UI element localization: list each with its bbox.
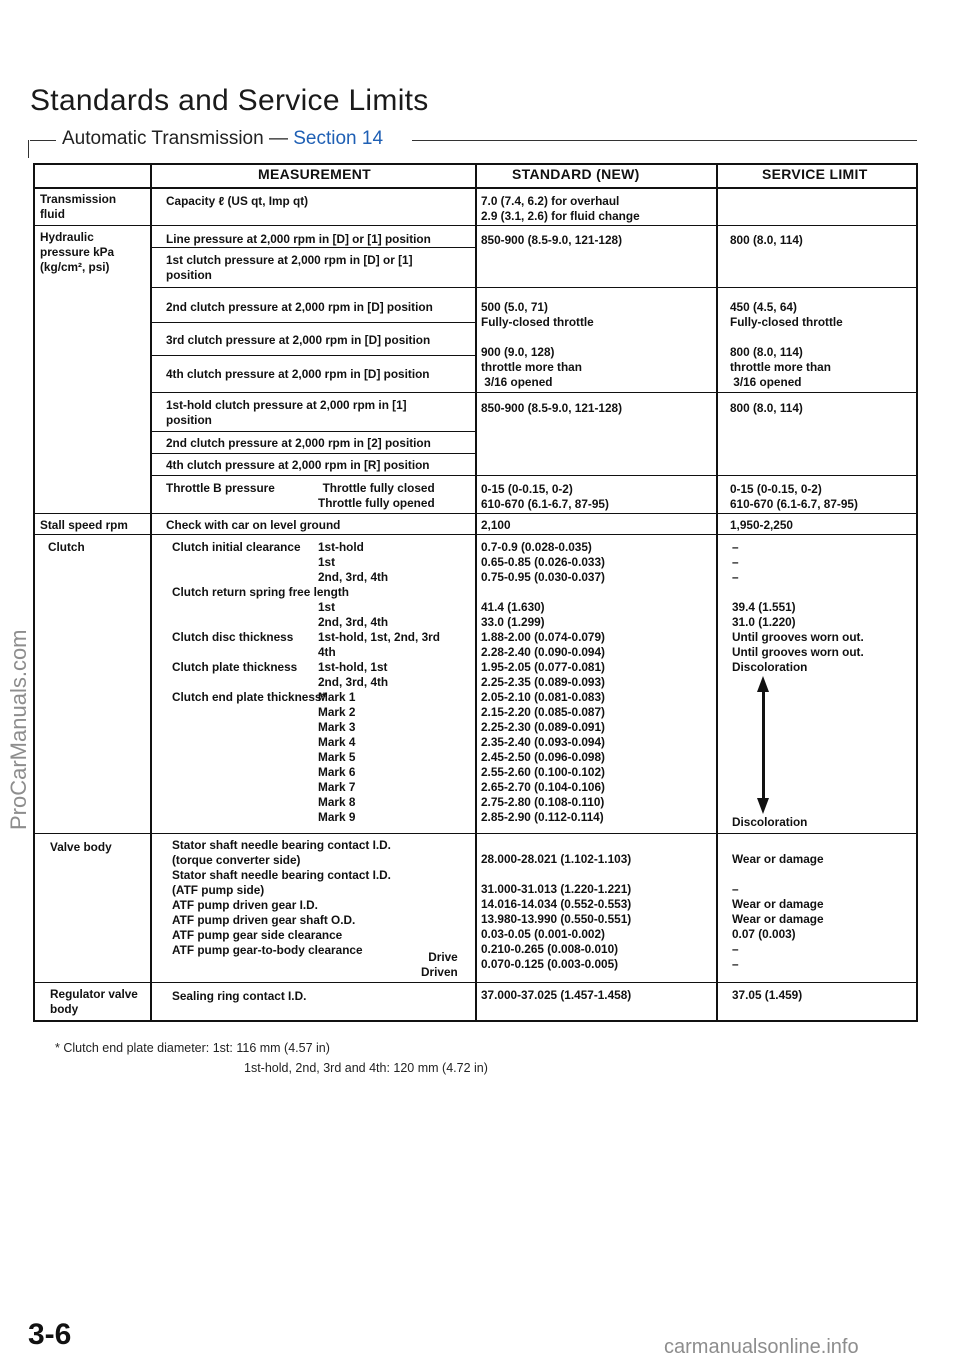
limit-line-pressure: 800 (8.0, 114) xyxy=(730,233,803,247)
std-regulator: 37.000-37.025 (1.457-1.458) xyxy=(481,988,632,1002)
row-rule xyxy=(152,355,475,356)
row-rule xyxy=(152,475,916,476)
row-rule xyxy=(35,534,916,535)
footnote-line-2: 1st-hold, 2nd, 3rd and 4th: 120 mm (4.72 in) xyxy=(244,1061,488,1075)
std-clutch: 0.7-0.9 (0.028-0.035) 0.65-0.85 (0.026-0.033) 0.75-0.95 (0.030-0.037) 41.4 (1.630) 33.0 (1.299) 1.88-2.00 (0.074-0.079) 2.28-2.40 (0.090-0.094) 1.95-2.05 (0.077-0.081) 2.25-2.35 (0.089-0.093) 2.05-2.10 (0.081-0.083) 2.15-2.20 (0.085-0.087) 2.25-2.30 (0.089-0.091) 2.35-2.40 (0.093-0.094) 2.45-2.50 (0.096-0.098) 2.55-2.60 (0.100-0.102) 2.65-2.70 (0.104-0.106) 2.75-2.80 (0.108-0.110) 2.85-2.90 (0.112-0.114) xyxy=(481,540,605,824)
limit-end-plate: Discoloration xyxy=(732,815,808,829)
std-1st-hold: 850-900 (8.5-9.0, 121-128) xyxy=(481,401,623,415)
row-rule xyxy=(35,982,916,983)
meas-throttle-b: Throttle B pressure xyxy=(166,481,275,495)
std-capacity: 7.0 (7.4, 6.2) for overhaul 2.9 (3.1, 2.6) for fluid change xyxy=(481,194,640,223)
meas-4th-clutch-r: 4th clutch pressure at 2,000 rpm in [R] position xyxy=(166,458,430,472)
meas-throttle-b-conditions: Throttle fully closed Throttle fully opened xyxy=(318,481,435,510)
footnote-line-1: * Clutch end plate diameter: 1st: 116 mm (4.57 in) xyxy=(55,1041,330,1055)
item-stall-speed: Stall speed rpm xyxy=(40,518,128,532)
item-valve-body: Valve body xyxy=(50,840,112,854)
subtitle-rule-tick xyxy=(28,140,29,158)
meas-valve-body-sub: Drive Driven xyxy=(421,950,458,979)
meas-clutch: Clutch initial clearance Clutch return spring free length Clutch disc thickness Clutch plate thickness Clutch end plate thickness* xyxy=(172,540,349,704)
meas-1st-clutch: 1st clutch pressure at 2,000 rpm in [D] or [1] position xyxy=(166,253,413,282)
arrow-shaft xyxy=(762,690,765,800)
item-hydraulic-pressure: Hydraulic pressure kPa (kg/cm², psi) xyxy=(40,230,115,274)
meas-capacity: Capacity ℓ (US qt, Imp qt) xyxy=(166,194,309,208)
header-service-limit: SERVICE LIMIT xyxy=(762,166,868,182)
page-number: 3-6 xyxy=(28,1318,72,1351)
meas-valve-body: Stator shaft needle bearing contact I.D. (torque converter side) Stator shaft needle bearing contact I.D. (ATF pump side) ATF pump driven gear I.D. ATF pump driven gear shaft O.D. ATF pump gear side clearance ATF pump gear-to-body clearance xyxy=(172,838,391,957)
limit-throttle-b: 0-15 (0-0.15, 0-2) 610-670 (6.1-6.7, 87-95) xyxy=(730,482,858,511)
limit-regulator: 37.05 (1.459) xyxy=(732,988,803,1002)
row-rule xyxy=(35,225,916,226)
limit-1st-hold: 800 (8.0, 114) xyxy=(730,401,803,415)
section-subtitle xyxy=(62,128,383,150)
meas-regulator: Sealing ring contact I.D. xyxy=(172,989,307,1003)
subtitle-rule-left xyxy=(30,140,56,141)
subtitle-rule-right xyxy=(412,140,917,141)
meas-4th-clutch: 4th clutch pressure at 2,000 rpm in [D] position xyxy=(166,367,430,381)
watermark-bottom: carmanualsonline.info xyxy=(664,1336,859,1358)
meas-stall: Check with car on level ground xyxy=(166,518,341,532)
watermark-side: ProCarManuals.com xyxy=(6,629,31,830)
header-rule xyxy=(35,187,916,189)
col-sep-3 xyxy=(716,163,718,1020)
limit-valve-body: Wear or damage – Wear or damage Wear or damage 0.07 (0.003) – – xyxy=(732,852,824,971)
std-line-pressure: 850-900 (8.5-9.0, 121-128) xyxy=(481,233,623,247)
meas-3rd-clutch: 3rd clutch pressure at 2,000 rpm in [D] position xyxy=(166,333,431,347)
item-transmission-fluid: Transmission fluid xyxy=(40,192,117,221)
meas-2nd-clutch: 2nd clutch pressure at 2,000 rpm in [D] position xyxy=(166,300,433,314)
header-standard: STANDARD (NEW) xyxy=(512,166,640,182)
meas-line-pressure: Line pressure at 2,000 rpm in [D] or [1] position xyxy=(166,232,431,246)
header-measurement: MEASUREMENT xyxy=(258,166,371,182)
item-clutch: Clutch xyxy=(48,540,85,554)
col-sep-2 xyxy=(475,163,477,1020)
section-link[interactable]: Section 14 xyxy=(293,128,384,149)
row-rule xyxy=(152,453,475,454)
limit-stall: 1,950-2,250 xyxy=(730,518,793,532)
row-rule xyxy=(152,322,475,323)
row-rule xyxy=(152,431,475,432)
std-stall: 2,100 xyxy=(481,518,511,532)
item-regulator-valve: Regulator valve body xyxy=(50,987,138,1016)
std-clutch-pressure: 500 (5.0, 71) Fully-closed throttle 900 (9.0, 128) throttle more than 3/16 opened xyxy=(481,300,594,389)
meas-1st-hold-clutch: 1st-hold clutch pressure at 2,000 rpm in [1] position xyxy=(166,398,407,427)
std-throttle-b: 0-15 (0-0.15, 0-2) 610-670 (6.1-6.7, 87-95) xyxy=(481,482,609,511)
row-rule xyxy=(152,392,916,393)
meas-2nd-clutch-2: 2nd clutch pressure at 2,000 rpm in [2] position xyxy=(166,436,431,450)
col-sep-1 xyxy=(150,163,152,1020)
page-title: Standards and Service Limits xyxy=(30,84,429,117)
row-rule xyxy=(35,513,916,514)
row-rule xyxy=(35,833,916,834)
row-rule xyxy=(152,247,475,248)
arrow-down-icon xyxy=(757,798,769,814)
limit-clutch-pressure: 450 (4.5, 64) Fully-closed throttle 800 (8.0, 114) throttle more than 3/16 opened xyxy=(730,300,843,389)
subtitle-prefix: Automatic Transmission — xyxy=(62,128,288,149)
meas-clutch-sub: 1st-hold 1st 2nd, 3rd, 4th 1st 2nd, 3rd, 4th 1st-hold, 1st, 2nd, 3rd 4th 1st-hold, 1st 2nd, 3rd, 4th Mark 1 Mark 2 Mark 3 Mark 4 Mark 5 Mark 6 Mark 7 Mark 8 Mark 9 xyxy=(318,540,440,824)
std-valve-body: 28.000-28.021 (1.102-1.103) 31.000-31.013 (1.220-1.221) 14.016-14.034 (0.552-0.553) 13.980-13.990 (0.550-0.551) 0.03-0.05 (0.001-0.002) 0.210-0.265 (0.008-0.010) 0.070-0.125 (0.003-0.005) xyxy=(481,852,632,971)
row-rule xyxy=(152,287,916,288)
limit-clutch: – – – 39.4 (1.551) 31.0 (1.220) Until grooves worn out. Until grooves worn out. Discoloration xyxy=(732,540,864,674)
